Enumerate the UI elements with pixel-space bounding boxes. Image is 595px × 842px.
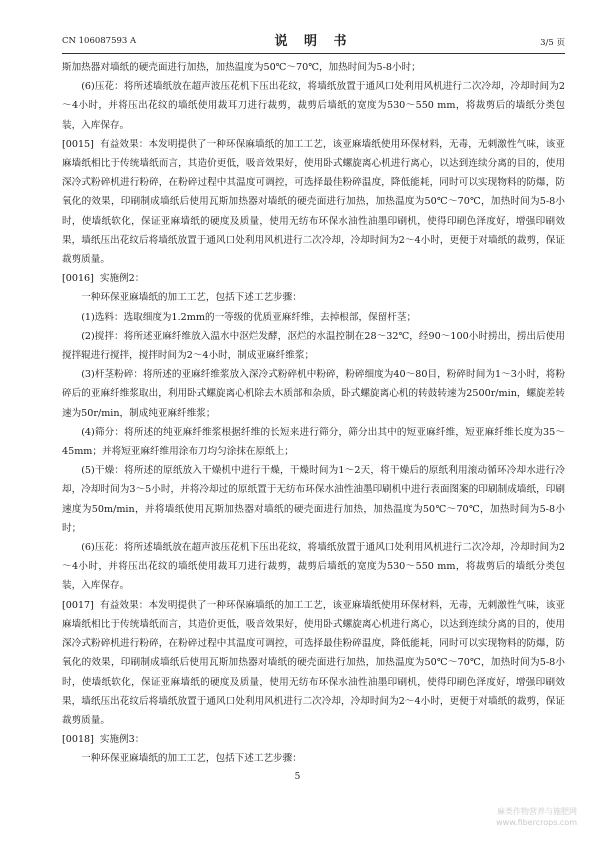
paragraph: [62, 365, 565, 423]
paragraph: [62, 327, 565, 365]
paragraph-number: [0018]: [62, 734, 94, 746]
paragraph-text: (3)杆茎粉碎：将所述的亚麻纤维浆放入深冷式粉碎机中粉碎，粉碎细度为40～80目，粉碎时间为1～3小时，将粉碎后的亚麻纤维浆取出，利用卧式螺旋离心机除去木质部和杂质，卧式螺旋离心机的转鼓转速为2500r/min，螺旋差转速为50r/min，制成纯亚麻纤维浆；: [62, 369, 565, 419]
publication-number: CN 106087593 A: [62, 36, 137, 46]
paragraph: [62, 308, 565, 327]
document-title: 说 明 书: [274, 34, 353, 49]
paragraph: [62, 538, 565, 596]
paragraph-text: 一种环保亚麻墙纸的加工工艺，包括下述工艺步骤：: [81, 753, 302, 765]
paragraph: [62, 58, 565, 77]
header-divider: [62, 53, 565, 54]
paragraph: [62, 730, 565, 749]
watermark-line1: 麻类作物营养与施肥网: [497, 807, 577, 816]
paragraph-number: [0016]: [62, 273, 94, 285]
paragraph-text: (6)压花：将所述墙纸放在超声波压花机下压出花纹，将墙纸放置于通风口处利用风机进行二次冷却，冷却时间为2～4小时，并将压出花纹的墙纸使用裁耳刀进行裁剪，裁剪后墙纸的宽度为530～550 mm，将裁剪后的墙纸分类包装，入库保存。: [62, 542, 565, 592]
paragraph: [62, 461, 565, 538]
paragraph-text: 一种环保亚麻墙纸的加工工艺，包括下述工艺步骤：: [81, 292, 302, 304]
paragraph-text: (2)搅拌：将所述亚麻纤维放入温水中沤烂发酵，沤烂的水温控制在28～32℃，经90～100小时捞出，捞出后使用搅拌辊进行搅拌，搅拌时间为2～4小时，制成亚麻纤维浆；: [62, 330, 565, 362]
paragraph-text: 实施例2：: [99, 273, 145, 285]
paragraph: [62, 749, 565, 768]
paragraph-text: (1)选料：选取细度为1.2mm的一等级的优质亚麻纤维，去掉根部，保留杆茎；: [81, 311, 417, 323]
page-indicator: 3/5 页: [540, 38, 565, 48]
watermark-line2: www.fibercrops.com: [496, 818, 577, 827]
paragraph: [62, 288, 565, 307]
paragraph-text: 有益效果：本发明提供了一种环保麻墙纸的加工工艺，该亚麻墙纸使用环保材料，无毒，无刺激性气味，该亚麻墙纸相比于传统墙纸而言，其造价更低，吸音效果好，使用卧式螺旋离心机进行离心，以达到连续分离的目的，使用深冷式粉碎机进行粉碎，在粉碎过程中其温度可调控，可选择最佳粉碎温度，降低能耗，同时可以实现物料的防爆，防氧化的效果，印刷制成墙纸后使用瓦斯加热器对墙纸的硬壳面进行加热，加热温度为50℃～70℃，加热时间为5-8小时，使墙纸软化，保证亚麻墙纸的硬度及质量，使用无纺布环保水油性油墨印刷机，使得印刷色泽度好，增强印刷效果，墙纸压出花纹后将墙纸放置于通风口处利用风机进行二次冷却，冷却时间为2～4小时，更便于对墙纸的裁剪，保证裁剪质量。: [62, 599, 565, 726]
paragraph-number: [0017]: [62, 599, 94, 611]
paragraph: [62, 77, 565, 135]
paragraph-text: (4)筛分：将所述的纯亚麻纤维浆根据纤维的长短来进行筛分，筛分出其中的短亚麻纤维，短亚麻纤维长度为35～45mm；并将短亚麻纤维用涂布刀均匀涂抹在原纸上；: [62, 426, 565, 458]
paragraph: [62, 269, 565, 288]
paragraph: [62, 596, 565, 730]
watermark: [496, 806, 577, 828]
paragraph-text: 斯加热器对墙纸的硬壳面进行加热，加热温度为50℃～70℃，加热时间为5-8小时；: [62, 62, 421, 73]
paragraph-number: [0015]: [62, 138, 94, 150]
paragraph: [62, 423, 565, 461]
page-number: 5: [294, 772, 301, 782]
page-header: [62, 30, 565, 50]
paragraph-text: 有益效果：本发明提供了一种环保麻墙纸的加工工艺，该亚麻墙纸使用环保材料，无毒，无刺激性气味，该亚麻墙纸相比于传统墙纸而言，其造价更低，吸音效果好，使用卧式螺旋离心机进行离心，以达到连续分离的目的，使用深冷式粉碎机进行粉碎，在粉碎过程中其温度可调控，可选择最佳粉碎温度，降低能耗，同时可以实现物料的防爆，防氧化的效果，印刷制成墙纸后使用瓦斯加热器对墙纸的硬壳面进行加热，加热温度为50℃～70℃，加热时间为5-8小时，使墙纸软化，保证亚麻墙纸的硬度及质量，使用无纺布环保水油性油墨印刷机，使得印刷色泽度好，增强印刷效果，墙纸压出花纹后将墙纸放置于通风口处利用风机进行二次冷却，冷却时间为2～4小时，更便于对墙纸的裁剪，保证裁剪质量。: [62, 138, 565, 266]
paragraph-text: 实施例3：: [99, 734, 145, 746]
paragraph-text: (6)压花：将所述墙纸放在超声波压花机下压出花纹，将墙纸放置于通风口处利用风机进行二次冷却，冷却时间为2～4小时，并将压出花纹的墙纸使用裁耳刀进行裁剪，裁剪后墙纸的宽度为530～550 mm，将裁剪后的墙纸分类包装，入库保存。: [62, 81, 565, 131]
paragraph: [62, 135, 565, 269]
paragraph-text: (5)干燥：将所述的原纸放入干燥机中进行干燥，干燥时间为1～2天，将干燥后的原纸利用滚动循环冷却水进行冷却，冷却时间为3～5小时，并将冷却过的原纸置于无纺布环保水油性油墨印刷机中进行表面图案的印刷制成墙纸，印刷速度为50m/min，并将墙纸使用瓦斯加热器对墙纸的硬壳面进行加热，加热温度为50℃～70℃，加热时间为5-8小时；: [62, 465, 565, 534]
document-body: [62, 58, 565, 769]
